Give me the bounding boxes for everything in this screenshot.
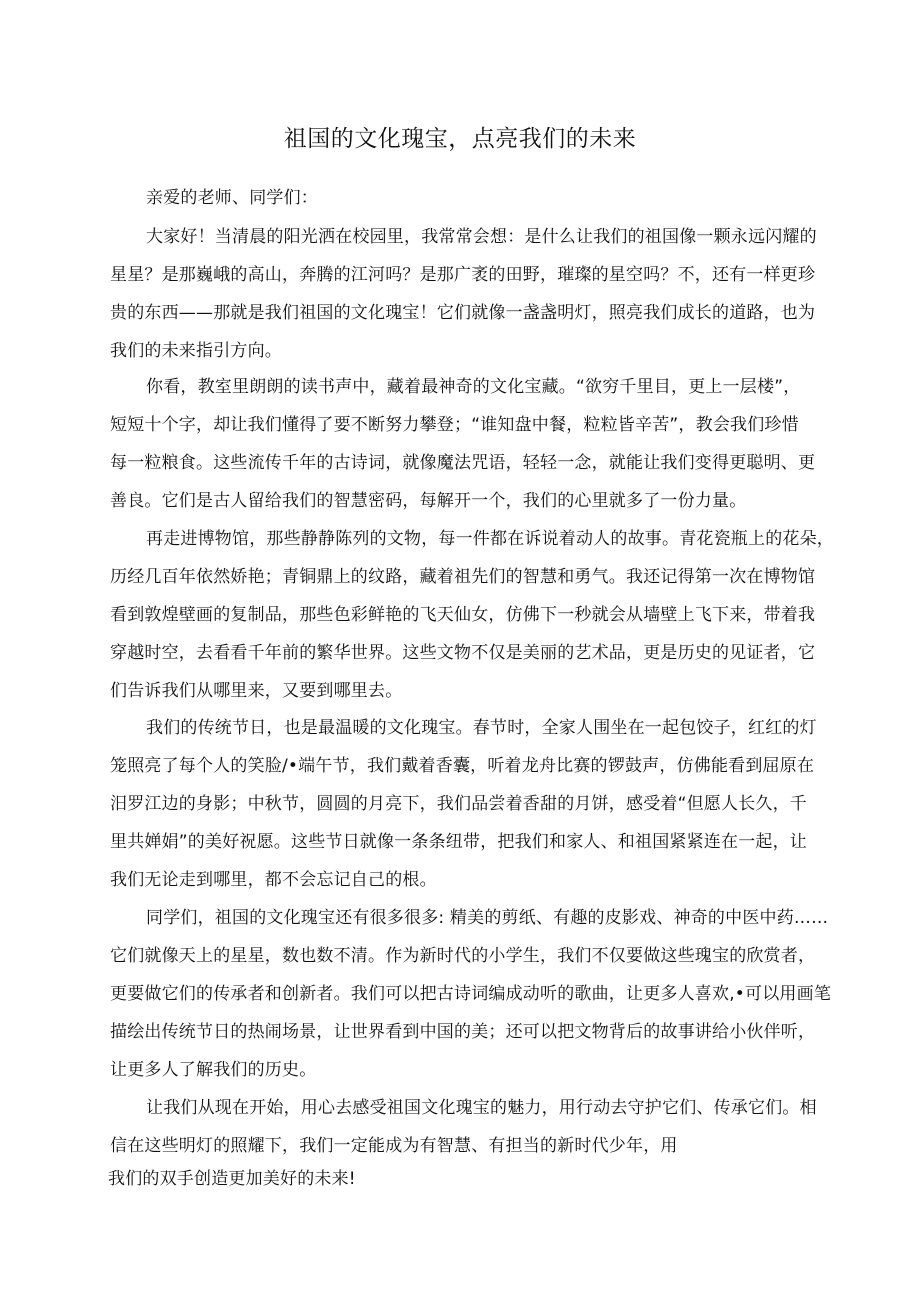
paragraph-3-line-3: 看到敦煌壁画的复制品，那些色彩鲜艳的飞天仙女，仿佛下一秒就会从墙壁上飞下来，带着我 [110, 605, 816, 625]
greeting: 亲爱的老师、同学们： [146, 188, 318, 208]
paragraph-5-line-3: 更要做它们的传承者和创新者。我们可以把古诗词编成动听的歌曲，让更多人喜欢,•可以用画笔 [110, 984, 832, 1004]
paragraph-4-line-3: 汨罗江边的身影；中秋节，圆圆的月亮下，我们品尝着香甜的月饼，感受着“但愿人长久，千 [110, 794, 808, 814]
paragraph-5-line-5: 让更多人了解我们的历史。 [110, 1060, 317, 1080]
paragraph-3-line-4: 穿越时空，去看看千年前的繁华世界。这些文物不仅是美丽的艺术品，更是历史的见证者，它 [110, 643, 816, 663]
paragraph-4-line-1: 我们的传统节日，也是最温暖的文化瑰宝。春节时，全家人围坐在一起包饺子，红红的灯 [146, 718, 817, 738]
paragraph-1-line-1: 大家好！当清晨的阳光洒在校园里，我常常会想：是什么让我们的祖国像一颗永远闪耀的 [146, 227, 817, 247]
paragraph-6-line-3: 我们的双手创造更加美好的未来! [108, 1169, 356, 1189]
paragraph-4-line-4: 里共婵娟”的美好祝愿。这些节日就像一条条纽带，把我们和家人、和祖国紧紧连在一起，让 [110, 832, 808, 852]
paragraph-6-line-2: 信在这些明灯的照耀下，我们一定能成为有智慧、有担当的新时代少年，用 [110, 1136, 678, 1156]
paragraph-1-line-2: 星星？是那巍峨的高山，奔腾的江河吗？是那广袤的田野，璀璨的星空吗？不，还有一样更珍 [110, 265, 816, 285]
paragraph-3-line-2: 历经几百年依然娇艳；青铜鼎上的纹路，藏着祖先们的智慧和勇气。我还记得第一次在博物馆 [110, 567, 816, 587]
document-title: 祖国的文化瑰宝，点亮我们的未来 [283, 126, 637, 152]
paragraph-3-line-5: 们告诉我们从哪里来，又要到哪里去。 [110, 681, 403, 701]
paragraph-5-line-1: 同学们，祖国的文化瑰宝还有很多很多: 精美的剪纸、有趣的皮影戏、神奇的中医中药…… [146, 908, 829, 928]
paragraph-2-line-2: 短短十个字，却让我们懂得了要不断努力攀登；“谁知盘中餐，粒粒皆辛苦”，教会我们珍惜 [110, 415, 799, 435]
paragraph-4-line-2: 笼照亮了每个人的笑脸/•端午节，我们戴着香囊，听着龙舟比赛的锣鼓声，仿佛能看到屈原在 [110, 756, 815, 776]
paragraph-2-line-3: 每一粒粮食。这些流传千年的古诗词，就像魔法咒语，轻轻一念，就能让我们变得更聪明、更 [110, 453, 816, 473]
paragraph-2-line-1: 你看，教室里朗朗的读书声中，藏着最神奇的文化宝藏。“欲穷千里目，更上一层楼”， [146, 377, 801, 397]
paragraph-4-line-5: 我们无论走到哪里，都不会忘记自己的根。 [110, 870, 437, 890]
paragraph-1-line-3: 贵的东西——那就是我们祖国的文化瑰宝！它们就像一盏盏明灯，照亮我们成长的道路，也为 [110, 303, 816, 323]
paragraph-5-line-2: 它们就像天上的星星，数也数不清。作为新时代的小学生，我们不仅要做这些瑰宝的欣赏者， [110, 946, 816, 966]
paragraph-2-line-4: 善良。它们是古人留给我们的智慧密码，每解开一个，我们的心里就多了一份力量。 [110, 491, 747, 511]
paragraph-3-line-1: 再走进博物馆，那些静静陈列的文物，每一件都在诉说着动人的故事。青花瓷瓶上的花朵， [146, 529, 834, 549]
paragraph-5-line-4: 描绘出传统节日的热闹场景，让世界看到中国的美；还可以把文物背后的故事讲给小伙伴听， [110, 1022, 816, 1042]
paragraph-6-line-1: 让我们从现在开始，用心去感受祖国文化瑰宝的魅力，用行动去守护它们、传承它们。相 [146, 1098, 817, 1118]
paragraph-1-line-4: 我们的未来指引方向。 [110, 341, 282, 361]
